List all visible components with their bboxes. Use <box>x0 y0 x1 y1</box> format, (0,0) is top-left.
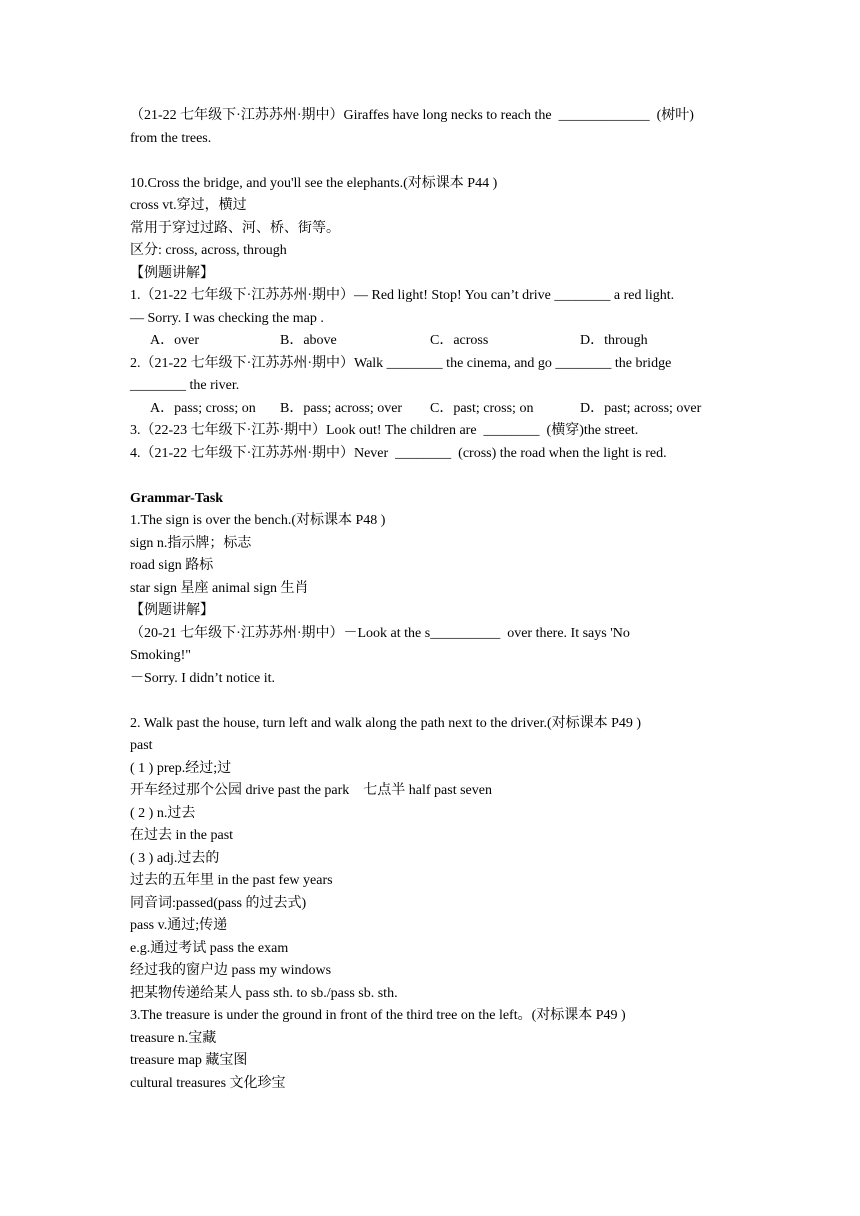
homophone-note: 同音词:passed(pass 的过去式) <box>130 895 307 911</box>
example-line: 把某物传递给某人 pass sth. to sb./pass sb. sth. <box>130 985 398 1001</box>
example-line: e.g.通过考试 pass the exam <box>130 940 289 956</box>
option-c: C．across <box>430 333 489 348</box>
option-b: B．above <box>280 333 337 348</box>
spacer <box>130 150 740 173</box>
example-header: 【例题讲解】 <box>130 603 214 618</box>
definition: sign n.指示牌；标志 <box>130 535 252 551</box>
word-entry: past <box>130 738 153 753</box>
document-content <box>130 105 740 1095</box>
spacer <box>130 465 740 488</box>
option-d: D．through <box>580 333 648 348</box>
section-title: 10.Cross the bridge, and you'll see the elephants.(对标课本 P44 ) <box>130 175 498 191</box>
question-line: Smoking!" <box>130 648 191 663</box>
option-a: A．pass; cross; on <box>150 400 256 416</box>
example-line: cultural treasures 文化珍宝 <box>130 1075 286 1091</box>
usage-note: 常用于穿过过路、河、桥、街等。 <box>130 220 340 236</box>
section-heading: Grammar-Task <box>130 490 224 506</box>
question-line: 3.（22-23 七年级下·江苏·期中）Look out! The children are ________ (横穿)the street. <box>130 423 639 438</box>
definition: ( 2 ) n.过去 <box>130 805 196 821</box>
question-line: －Sorry. I didn’t notice it. <box>130 670 276 686</box>
question-line: ________ the river. <box>130 378 240 393</box>
definition: ( 1 ) prep.经过;过 <box>130 760 232 776</box>
example-line: star sign 星座 animal sign 生肖 <box>130 580 309 596</box>
section-title: 2. Walk past the house, turn left and walk along the path next to the driver.(对标课本 P49 ) <box>130 715 642 731</box>
example-line: treasure map 藏宝图 <box>130 1053 248 1068</box>
example-line: 开车经过那个公园 drive past the park 七点半 half past seven <box>130 783 492 798</box>
question-line: — Sorry. I was checking the map . <box>130 310 324 326</box>
definition: treasure n.宝藏 <box>130 1030 217 1046</box>
options-row <box>130 398 740 421</box>
example-line: road sign 路标 <box>130 558 214 573</box>
option-d: D．past; across; over <box>580 400 702 416</box>
example-line: 过去的五年里 in the past few years <box>130 873 333 888</box>
example-line: 经过我的窗户边 pass my windows <box>130 963 332 978</box>
question-line: 2.（21-22 七年级下·江苏苏州·期中）Walk ________ the cinema, and go ________ the bridge <box>130 355 672 371</box>
example-header: 【例题讲解】 <box>130 265 214 281</box>
options-row <box>130 330 740 353</box>
option-a: A．over <box>150 333 199 348</box>
question-line: （20-21 七年级下·江苏苏州·期中）－Look at the s__________ over there. It says 'No <box>130 625 630 641</box>
question-line: 4.（21-22 七年级下·江苏苏州·期中）Never ________ (cross) the road when the light is red. <box>130 445 667 461</box>
definition: ( 3 ) adj.过去的 <box>130 850 220 866</box>
question-line: （21-22 七年级下·江苏苏州·期中）Giraffes have long necks to reach the _____________ (树叶) <box>130 108 694 123</box>
distinguish-note: 区分: cross, across, through <box>130 243 287 258</box>
section-title: 1.The sign is over the bench.(对标课本 P48 ) <box>130 513 386 528</box>
question-line: 1.（21-22 七年级下·江苏苏州·期中）— Red light! Stop! You can’t drive ________ a red light. <box>130 288 675 303</box>
question-line: from the trees. <box>130 130 212 146</box>
definition: pass v.通过;传递 <box>130 918 228 933</box>
option-c: C．past; cross; on <box>430 400 534 416</box>
definition: cross vt.穿过，横过 <box>130 198 247 213</box>
example-line: 在过去 in the past <box>130 828 234 843</box>
option-b: B．pass; across; over <box>280 400 403 416</box>
spacer <box>130 690 740 713</box>
section-title: 3.The treasure is under the ground in front of the third tree on the left。(对标课本 P49 ) <box>130 1008 626 1023</box>
